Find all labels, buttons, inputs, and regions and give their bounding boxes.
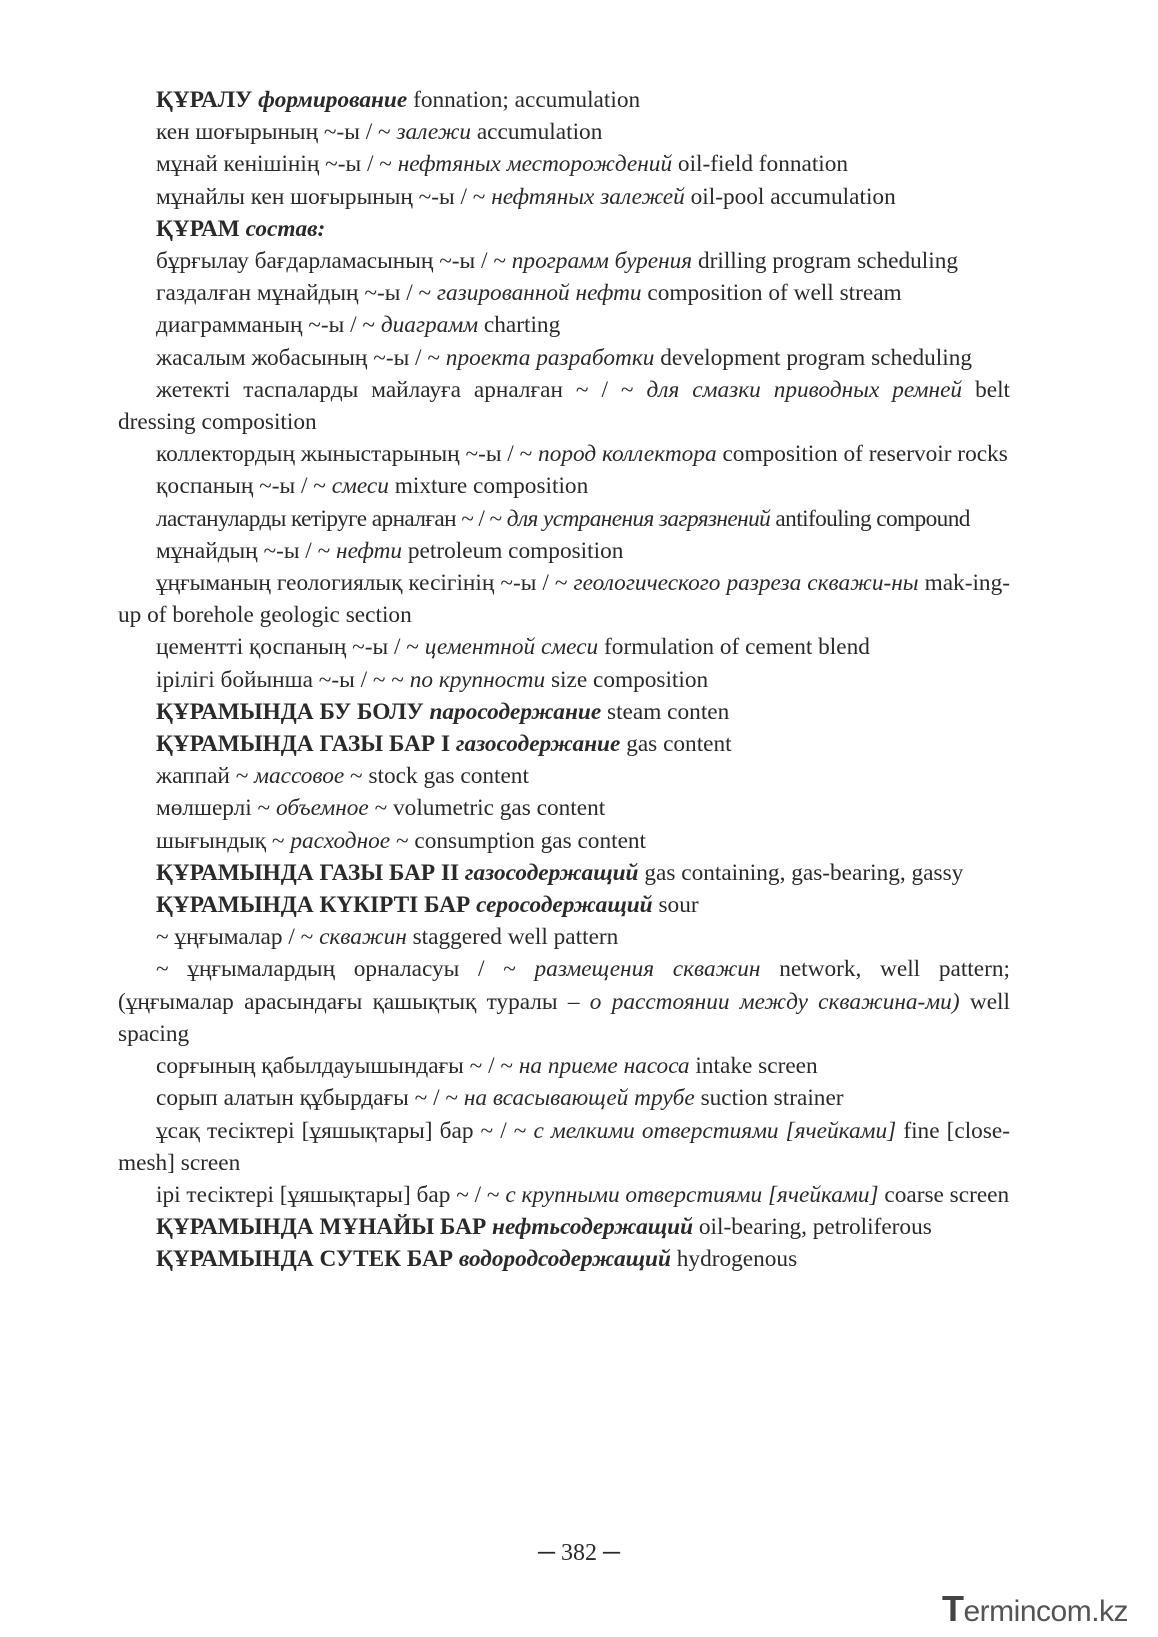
russian-term: для устранения загрязнений [506,505,771,532]
english-term: fonnation; accumulation [413,87,641,113]
subentry [118,1050,1010,1082]
russian-term: залежи [396,119,472,146]
russian-term: нефтяных месторождений [397,151,673,178]
russian-term: пород коллектора [538,441,717,468]
english-term: oil-bearing, petroliferous [698,1214,932,1241]
english-term: steam conten [607,698,730,725]
page-number: ─ 382 ─ [537,1540,620,1566]
kazakh-term: ~ ұңғымалар / ~ [156,924,314,951]
subentry [118,825,1010,857]
english-term: size composition [550,666,709,693]
kazakh-term: сорғының қабылдауышындағы ~ / ~ [156,1053,513,1080]
english-term: gas containing, gas-bearing, gassy [644,859,964,886]
kazakh-note: (ұңғымалар арасындағы қашықтық туралы – [118,988,580,1015]
kazakh-term: қоспаның ~-ы / ~ [156,473,326,500]
russian-term: программ бурения [511,248,693,275]
english-term: composition of reservoir rocks [722,441,1008,468]
kazakh-term: диаграмманың ~-ы / ~ [156,312,376,339]
subentry [118,1115,1010,1179]
subentry [118,567,1010,631]
kazakh-term: ұсақ тесіктері [ұяшықтары] бар ~ / ~ [156,1117,527,1144]
russian-term: с мелкими отверстиями [ячейками] [533,1117,897,1144]
subentry [118,148,1010,180]
english-term: staggered well pattern [412,924,619,951]
english-term: belt dressing composition [118,376,1011,436]
english-term: hydrogenous [676,1246,798,1273]
english-term: charting [483,312,561,339]
english-term: drilling program scheduling [697,248,959,275]
entry-head [118,696,1010,728]
subentry [118,503,1010,535]
logo-o-icon: o [1050,1595,1067,1628]
subentry [118,792,1010,824]
russian-term: с крупными отверстиями [ячейками] [505,1181,879,1208]
russian-term: газосодержащий [464,859,639,886]
subentry [118,664,1010,696]
russian-term: на приеме насоса [518,1053,690,1080]
kazakh-term: ұңғыманың геологиялық кесігінің ~-ы / ~ [156,570,568,597]
logo-letter: T [942,1588,964,1629]
headword: ҚҰРАМЫНДА МҰНАЙЫ БАР [156,1214,487,1241]
english-term: petroleum composition [407,537,624,564]
russian-note: о расстоянии между скважина-ми) [589,988,960,1015]
subentry [118,953,1010,1050]
russian-term: диаграмм [380,312,479,339]
english-term: mixture composition [394,473,589,500]
subentry [118,760,1010,792]
kazakh-term: мұнайлы кен шоғырының ~-ы / ~ [156,183,486,210]
entry-head [118,728,1010,760]
english-term: fine [close-mesh] screen [118,1117,1010,1176]
subentry [118,1179,1010,1211]
english-term: oil-field fonnation [677,151,849,178]
subentry [118,342,1010,374]
english-term: intake screen [695,1053,818,1080]
english-term: gas content [626,731,732,758]
kazakh-term: цементті қоспаның ~-ы / ~ [156,634,419,661]
headword: ҚҰРАЛУ [156,87,253,113]
english-term: stock gas content [368,763,529,790]
tilde: ~ [350,763,363,790]
subentry [118,1082,1010,1114]
russian-term: смеси [331,473,389,500]
russian-term: газосодержание [455,731,621,758]
russian-term: формирование [258,87,408,113]
russian-term: скважин [319,924,407,951]
russian-term: нефтяных залежей [491,183,685,210]
russian-term: массовое [254,763,345,790]
entry-head [118,213,1010,245]
russian-term: газированной нефти [436,280,642,307]
headword: ҚҰРАМЫНДА ГАЗЫ БАР I [156,731,451,758]
kazakh-term: коллектордың жыныстарының ~-ы / ~ [156,441,533,468]
logo-domain: m.kz [1066,1595,1129,1628]
tilde: ~ [395,827,409,854]
subentry [118,277,1010,309]
russian-term: геологического разреза скважи-ны [573,570,919,597]
russian-term: проекта разработки [445,344,655,371]
english-term: accumulation [476,119,603,146]
kazakh-term: шығындық ~ [156,827,285,854]
kazakh-term: бұрғылау бағдарламасының ~-ы / ~ [156,248,506,275]
russian-term: водородсодержащий [458,1246,671,1273]
kazakh-term: кен шоғырының ~-ы / ~ [156,119,391,146]
russian-term: расходное [290,827,391,854]
subentry [118,374,1010,438]
headword: ҚҰРАМЫНДА БУ БОЛУ [156,698,424,725]
kazakh-term: жаппай ~ [156,763,249,790]
russian-term: на всасывающей трубе [463,1085,695,1112]
english-term: formulation of cement blend [604,634,870,661]
russian-term: по крупности [409,666,546,693]
russian-term: серосодержащий [476,892,653,919]
subentry [118,245,1010,277]
kazakh-term: ластануларды кетіруге арналған ~ / ~ [156,505,502,532]
dictionary-page [118,84,1010,1276]
english-term: volumetric gas content [393,795,606,822]
russian-term: паросодержание [429,698,602,725]
subentry [118,470,1010,502]
entry-head [118,84,1010,116]
russian-term: нефти [336,537,403,564]
headword: ҚҰРАМЫНДА КҮКІРТІ БАР [156,892,471,919]
english-term: antifouling compound [775,505,970,532]
subentry [118,921,1010,953]
subentry [118,535,1010,567]
entry-head [118,1243,1010,1275]
logo-text: erminc [963,1595,1051,1628]
kazakh-term: ірі тесіктері [ұяшықтары] бар ~ / ~ [156,1181,500,1208]
kazakh-term: мұнайдың ~-ы / ~ [156,537,331,564]
english-term: composition of well stream [647,280,902,307]
subentry [118,438,1010,470]
subentry [118,631,1010,663]
english-term: sour [658,892,699,919]
headword: ҚҰРАМ [156,215,240,242]
headword: ҚҰРАМЫНДА СУТЕК БАР [156,1246,454,1273]
kazakh-term: жасалым жобасының ~-ы / ~ [156,344,440,371]
russian-term: нефтьсодержащий [492,1214,694,1241]
russian-term: объемное [276,795,369,822]
kazakh-term: жетекті таспаларды майлауға арналған ~ / ~ [156,376,634,403]
kazakh-term: сорып алатын құбырдағы ~ / ~ [156,1085,458,1112]
russian-term: состав: [245,215,326,242]
english-term: coarse screen [884,1181,1010,1208]
english-term: oil-pool accumulation [690,183,896,210]
russian-term: размещения скважин [534,956,761,983]
subentry [118,309,1010,341]
headword: ҚҰРАМЫНДА ГАЗЫ БАР II [156,859,460,886]
kazakh-term: мөлшерлі ~ [156,795,271,822]
kazakh-term: газдалған мұнайдың ~-ы / ~ [156,280,432,307]
english-term: well spacing [118,988,1010,1047]
russian-term: цементной смеси [424,634,599,661]
entry-head [118,1211,1010,1243]
kazakh-term: мұнай кенішінің ~-ы / ~ [156,151,392,178]
kazakh-term: ~ ұңғымалардың орналасуы / ~ [156,956,516,983]
english-term: network, well pattern; [779,956,1011,983]
english-term: suction strainer [700,1085,844,1112]
english-term: mak-ing-up of borehole geologic section [118,570,1010,629]
subentry [118,181,1010,213]
entry-head [118,857,1010,889]
kazakh-term: ірілігі бойынша ~-ы / ~ ~ [156,666,404,693]
english-term: development program scheduling [660,344,973,371]
site-watermark-logo[interactable] [942,1588,1129,1629]
russian-term: для смазки приводных ремней [646,376,963,403]
subentry [118,116,1010,148]
english-term: consumption gas content [414,827,647,854]
entry-head [118,889,1010,921]
tilde: ~ [374,795,388,822]
